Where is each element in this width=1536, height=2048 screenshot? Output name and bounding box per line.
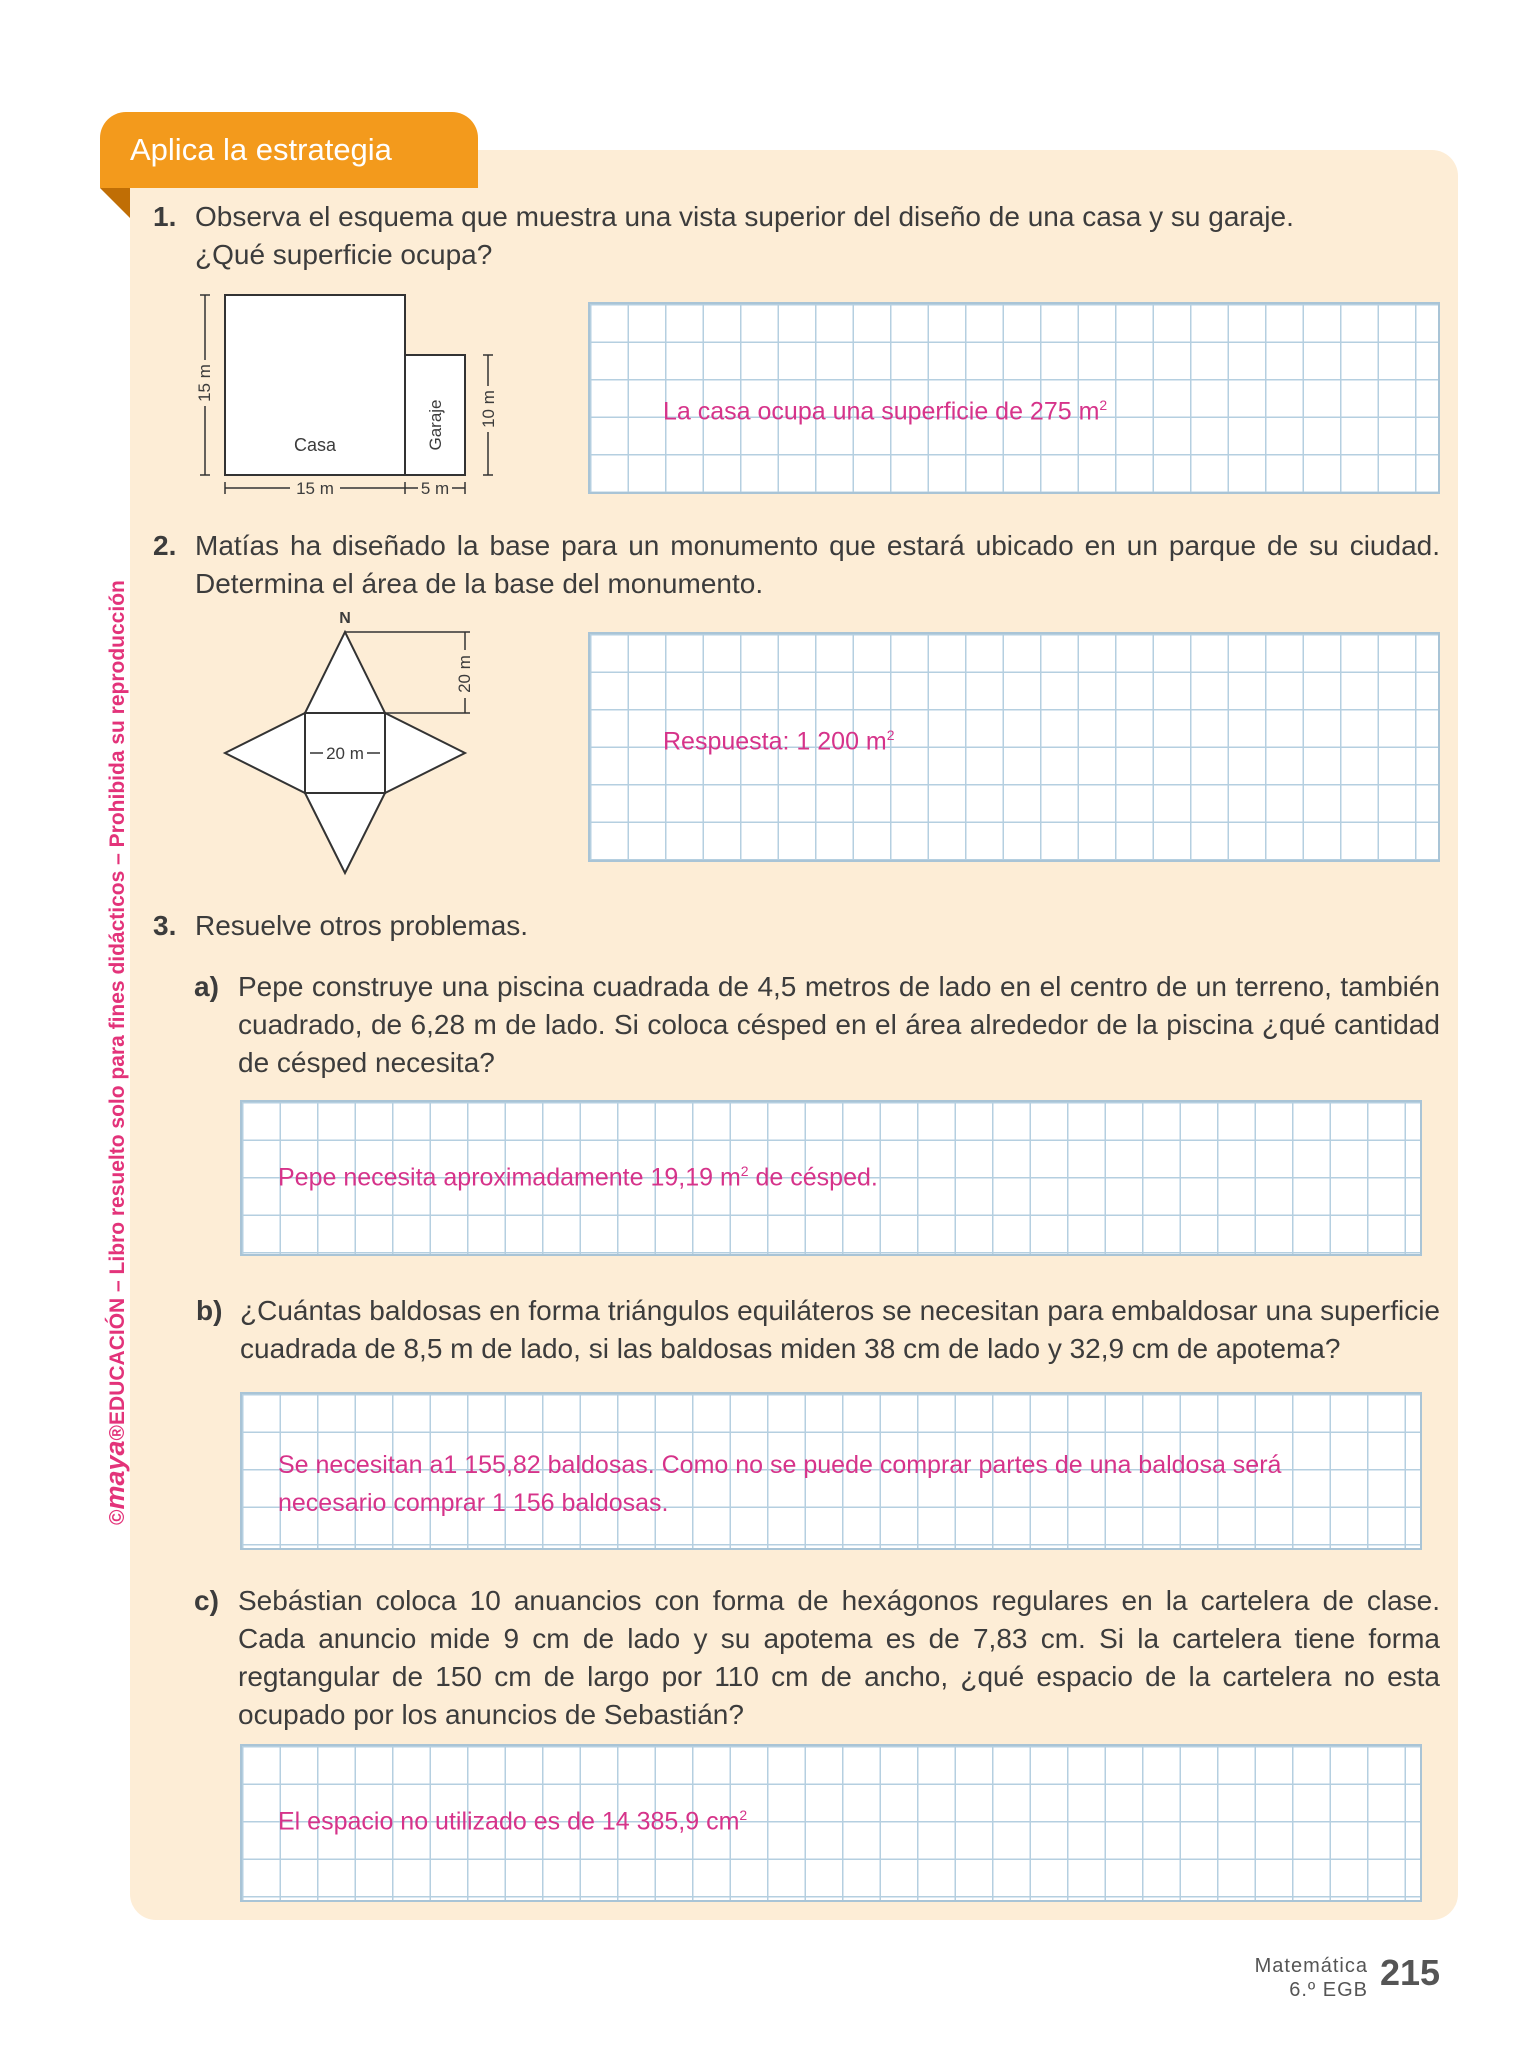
copyright-notice: ©maya®EDUCACIÓN – Libro resuelto solo para fines didácticos – Prohibida su reproducción [100,580,130,1525]
question-text: Matías ha diseñado la base para un monumento que estará ubicado en un parque de su ciudad. Determina el área de la base del monumento. [195,530,1440,599]
question-text: Resuelve otros problemas. [195,910,529,941]
question-3a [194,968,1440,1082]
height-label: 20 m [455,655,474,693]
sub-letter: b) [196,1295,223,1326]
tab-fold [100,188,130,218]
triangle-top [305,632,385,713]
house-label: Casa [293,435,337,455]
answer-3a: Pepe necesita aproximadamente 19,19 $m^2$ de césped. [278,1163,878,1192]
question-text: ¿Cuántas baldosas en forma triángulos equiláteros se necesitan para embaldosar una superficie cuadrada de 8,5 m de lado, si las baldosas miden 38 cm de lado y 32,9 cm de apotema? [240,1295,1440,1364]
footer-subject: Matemática 6.º EGB [1254,1955,1368,2001]
question-text: Observa el esquema que muestra una vista superior del diseño de una casa y su garaje. ¿Qué superficie ocupa? [195,201,1294,270]
monument-base-figure [215,605,495,880]
question-number: 3. [153,910,177,941]
dim-right-label: 10 m [479,390,498,428]
side-label: 20 m [326,744,364,763]
question-number: 2. [153,530,177,561]
notice-text: EDUCACIÓN – Libro resuelto solo para fines didácticos – Prohibida su reproducción [106,580,129,1425]
dim-bottom-house-label: 15 m [296,479,334,498]
answer-3c: El espacio no utilizado es de 14 385,9 $cm^2$ [278,1807,748,1836]
dim-left-label: 15 m [195,364,214,402]
section-title: Aplica la estrategia [100,112,478,188]
triangle-bottom [305,793,385,873]
answer-2: Respuesta: 1 200 $m^2$ [663,727,895,756]
question-text: Pepe construye una piscina cuadrada de 4,5 metros de lado en el centro de un terreno, también cuadrado, de 6,28 m de lado. Si coloca césped en el área alrededor de la piscina ¿qué cantidad de césped necesita? [238,971,1440,1078]
sub-letter: c) [194,1585,219,1616]
garage-label: Garaje [426,399,445,451]
answer-3b: Se necesitan a1 155,82 baldosas. Como no se puede comprar partes de una baldosa será necesario comprar 1 156 baldosas. [278,1451,1282,1517]
sub-letter: a) [194,971,219,1002]
triangle-right [385,713,465,793]
page-number: 215 [1380,1952,1441,1993]
answer-1: La casa ocupa una superficie de 275 $m^2$ [663,397,1108,426]
question-3c [194,1582,1440,1734]
brand-logo-text: maya [100,1440,130,1510]
dim-bottom-garage-label: 5 m [420,479,450,498]
question-1 [153,198,1295,274]
top-label: N [339,610,351,627]
question-text: Sebástian coloca 10 anuancios con forma de hexágonos regulares en la cartelera de clase. Cada anuncio mide 9 cm de lado y su apotema es de 7,83 cm. Si la cartelera tiene forma regtangular de 150 cm de largo por 110 cm de ancho, ¿qué espacio de la cartelera no esta ocupado por los anuncios de Sebastián? [238,1585,1440,1730]
house-garage-figure [190,288,510,508]
triangle-left [225,713,305,793]
question-3 [153,907,1295,945]
question-2 [153,527,1440,603]
question-3b [196,1292,1440,1368]
question-number: 1. [153,201,177,232]
